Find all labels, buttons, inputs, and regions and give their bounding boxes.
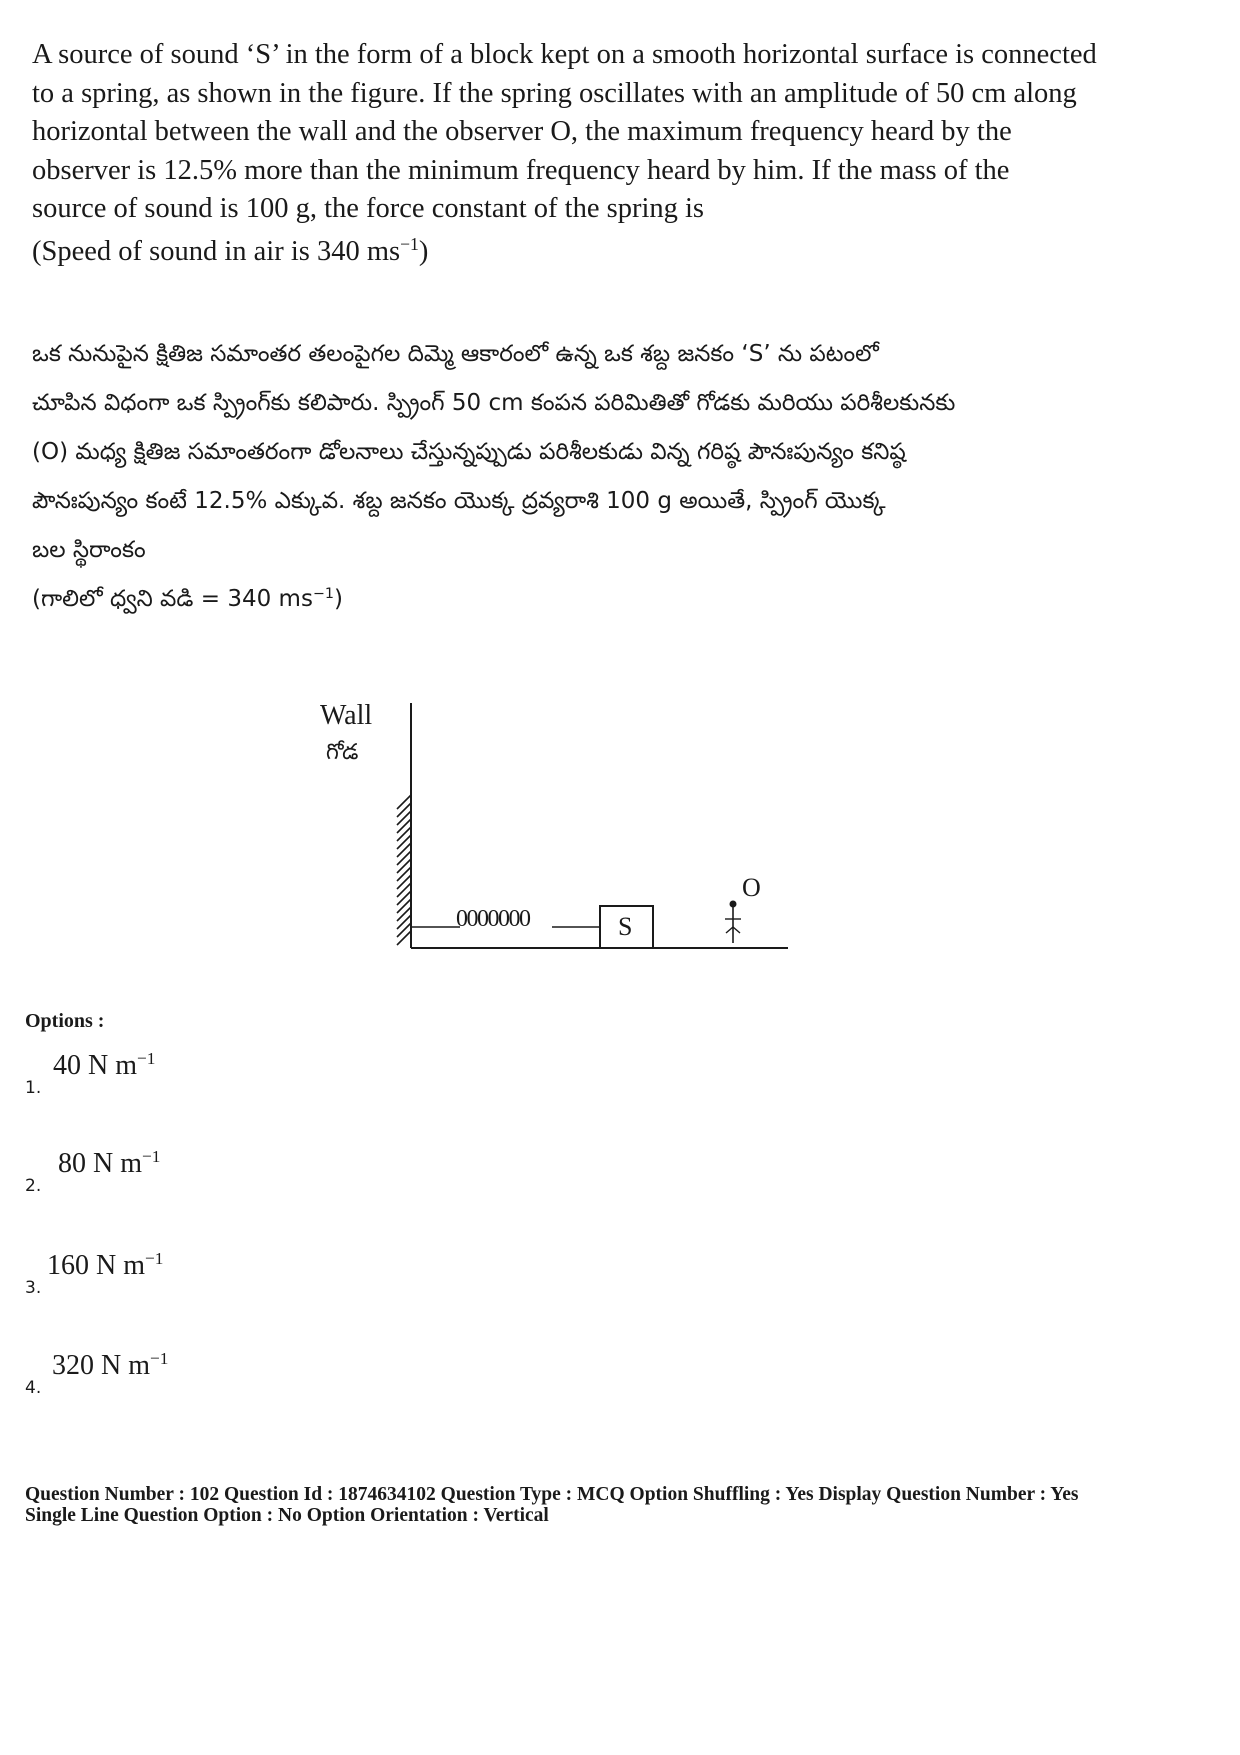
speed-of-sound-note	[32, 233, 1142, 272]
option-exponent: −1	[150, 1349, 169, 1369]
wall-label: Wall	[320, 700, 373, 731]
meta-line-1: Question Number : 102 Question Id : 1874634102 Question Type : MCQ Option Shuffling : Yes Display Question Number : Yes	[25, 1484, 1079, 1505]
question-english-line: observer is 12.5% more than the minimum frequency heard by him. If the mass of the	[32, 154, 1010, 186]
wall-label-telugu: గోడ	[326, 740, 359, 765]
question-english	[32, 36, 1142, 271]
question-telugu-line: బల స్థిరాంకం	[32, 537, 146, 563]
wall-hatching	[397, 795, 411, 945]
option-value-text: 40 N m	[53, 1050, 137, 1081]
speed-of-sound-note-telugu	[32, 575, 1142, 624]
option-value-text: 320 N m	[52, 1350, 150, 1381]
spring-coil: 0000000	[456, 906, 530, 932]
question-telugu	[32, 330, 1142, 624]
option-1[interactable]	[25, 1040, 425, 1110]
speed-text-telugu: (గాలిలో ధ్వని వడి = 340 ms	[32, 586, 313, 612]
option-value-text: 80 N m	[58, 1148, 142, 1179]
option-value	[53, 1050, 155, 1082]
option-2[interactable]	[25, 1138, 425, 1208]
option-exponent: −1	[137, 1049, 156, 1069]
spring-block-figure	[300, 695, 800, 965]
observer-label: O	[742, 873, 761, 902]
question-english-line: horizontal between the wall and the observer O, the maximum frequency heard by the	[32, 116, 1012, 147]
meta-line-2: Single Line Question Option : No Option Orientation : Vertical	[25, 1505, 549, 1526]
option-exponent: −1	[142, 1147, 161, 1167]
option-number: 4.	[25, 1378, 42, 1398]
question-english-line: A source of sound ‘S’ in the form of a block kept on a smooth horizontal surface is connected	[32, 39, 1097, 70]
block-label: S	[618, 912, 633, 941]
option-value-text: 160 N m	[47, 1250, 145, 1281]
option-number: 2.	[25, 1176, 42, 1196]
options-heading: Options :	[25, 1010, 105, 1032]
option-value	[52, 1350, 168, 1382]
option-exponent: −1	[145, 1249, 164, 1269]
question-english-line: source of sound is 100 g, the force constant of the spring is	[32, 193, 704, 224]
figure-drawing	[300, 695, 800, 965]
option-3[interactable]	[25, 1240, 425, 1310]
question-meta	[25, 1484, 1225, 1526]
observer-leg-right	[733, 927, 740, 933]
question-telugu-line: ఒక నునుపైన క్షితిజ సమాంతర తలంపైగల దిమ్మె ఆకారంలో ఉన్న ఒక శబ్ద జనకం ‘S’ ను పటంలో	[32, 341, 879, 367]
speed-text: (Speed of sound in air is 340 ms	[32, 235, 401, 267]
speed-exponent: −1	[400, 233, 419, 254]
option-number: 1.	[25, 1078, 42, 1098]
observer-head	[730, 901, 737, 908]
speed-close: )	[418, 235, 429, 267]
option-value	[58, 1148, 160, 1180]
option-number: 3.	[25, 1278, 42, 1298]
option-value	[47, 1250, 163, 1282]
question-telugu-line: చూపిన విధంగా ఒక స్ప్రింగ్‌కు కలిపారు. స్ప్రింగ్ 50 cm కంపన పరిమితితో గోడకు మరియు పరిశీలకునకు	[32, 390, 956, 416]
speed-close-telugu: )	[333, 586, 343, 612]
question-telugu-line: పౌనఃపున్యం కంటే 12.5% ఎక్కువ. శబ్ద జనకం యొక్క ద్రవ్యరాశి 100 g అయితే, స్ప్రింగ్ యొక్క	[32, 488, 886, 514]
option-4[interactable]	[25, 1340, 425, 1410]
observer-leg-left	[726, 927, 733, 933]
speed-exponent-telugu: −1	[312, 586, 334, 603]
question-telugu-line: (O) మధ్య క్షితిజ సమాంతరంగా డోలనాలు చేస్తున్నప్పుడు పరిశీలకుడు విన్న గరిష్ఠ పౌనఃపున్యం కనిష్ఠ	[32, 439, 906, 465]
question-english-line: to a spring, as shown in the figure. If the spring oscillates with an amplitude of 50 cm along	[32, 77, 1077, 109]
